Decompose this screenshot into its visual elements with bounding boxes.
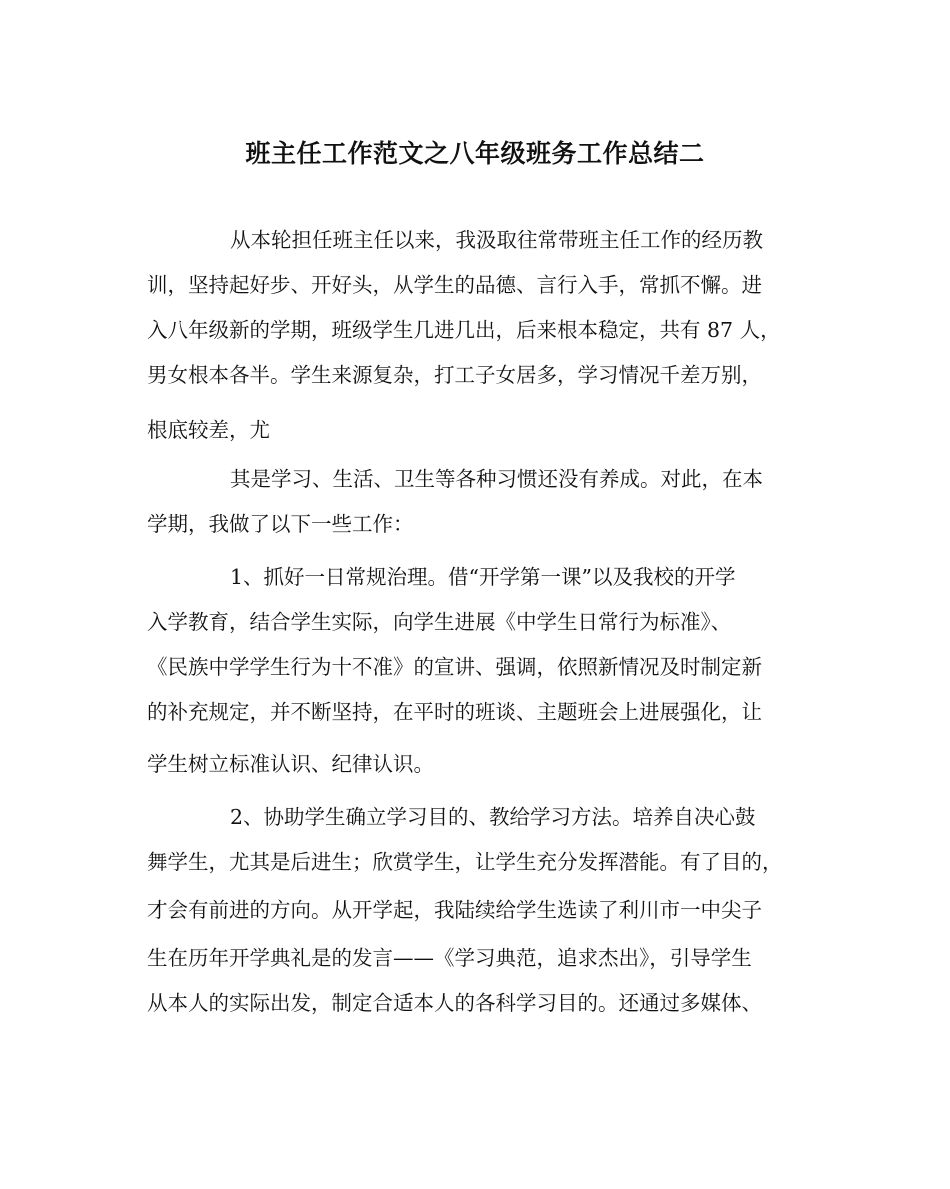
paragraph-line: 学期，我做了以下一些工作： xyxy=(147,512,414,536)
paragraph-line: 训，坚持起好步、开好头，从学生的品德、言行入手，常抓不懈。进 xyxy=(147,273,762,297)
paragraph-line: 从本轮担任班主任以来，我汲取往常带班主任工作的经历教 xyxy=(230,228,763,252)
paragraph-line: 《民族中学学生行为十不准》的宣讲、强调，依照新情况及时制定新 xyxy=(147,655,762,679)
paragraph-line: 根底较差，尤 xyxy=(147,418,270,442)
paragraph-line: 舞学生，尤其是后进生；欣赏学生，让学生充分发挥潜能。有了目的， xyxy=(147,850,783,874)
paragraph-line: 生在历年开学典礼是的发言——《学习典范，追求杰出》，引导学生 xyxy=(147,946,752,970)
paragraph-line: 入学教育，结合学生实际，向学生进展《中学生日常行为标准》、 xyxy=(147,610,732,634)
paragraph-line: 从本人的实际出发，制定合适本人的各科学习目的。还通过多媒体、 xyxy=(147,991,762,1015)
paragraph-line: 的补充规定，并不断坚持，在平时的班谈、主题班会上进展强化，让 xyxy=(147,700,762,724)
paragraph-line: 入八年级新的学期，班级学生几进几出，后来根本稳定，共有 87 人， xyxy=(147,318,781,342)
paragraph-line: 其是学习、生活、卫生等各种习惯还没有养成。对此，在本 xyxy=(230,467,763,491)
paragraph-line: 2、协助学生确立学习目的、教给学习方法。培养自决心鼓 xyxy=(230,805,756,829)
paragraph-line: 1、抓好一日常规治理。借“开学第一课”以及我校的开学 xyxy=(230,565,736,589)
document-title: 班主任工作范文之八年级班务工作总结二 xyxy=(245,139,705,168)
paragraph-line: 学生树立标准认识、纪律认识。 xyxy=(147,752,434,776)
paragraph-line: 才会有前进的方向。从开学起，我陆续给学生选读了利川市一中尖子 xyxy=(147,898,762,922)
paragraph-line: 男女根本各半。学生来源复杂，打工子女居多，学习情况千差万别， xyxy=(147,363,762,387)
